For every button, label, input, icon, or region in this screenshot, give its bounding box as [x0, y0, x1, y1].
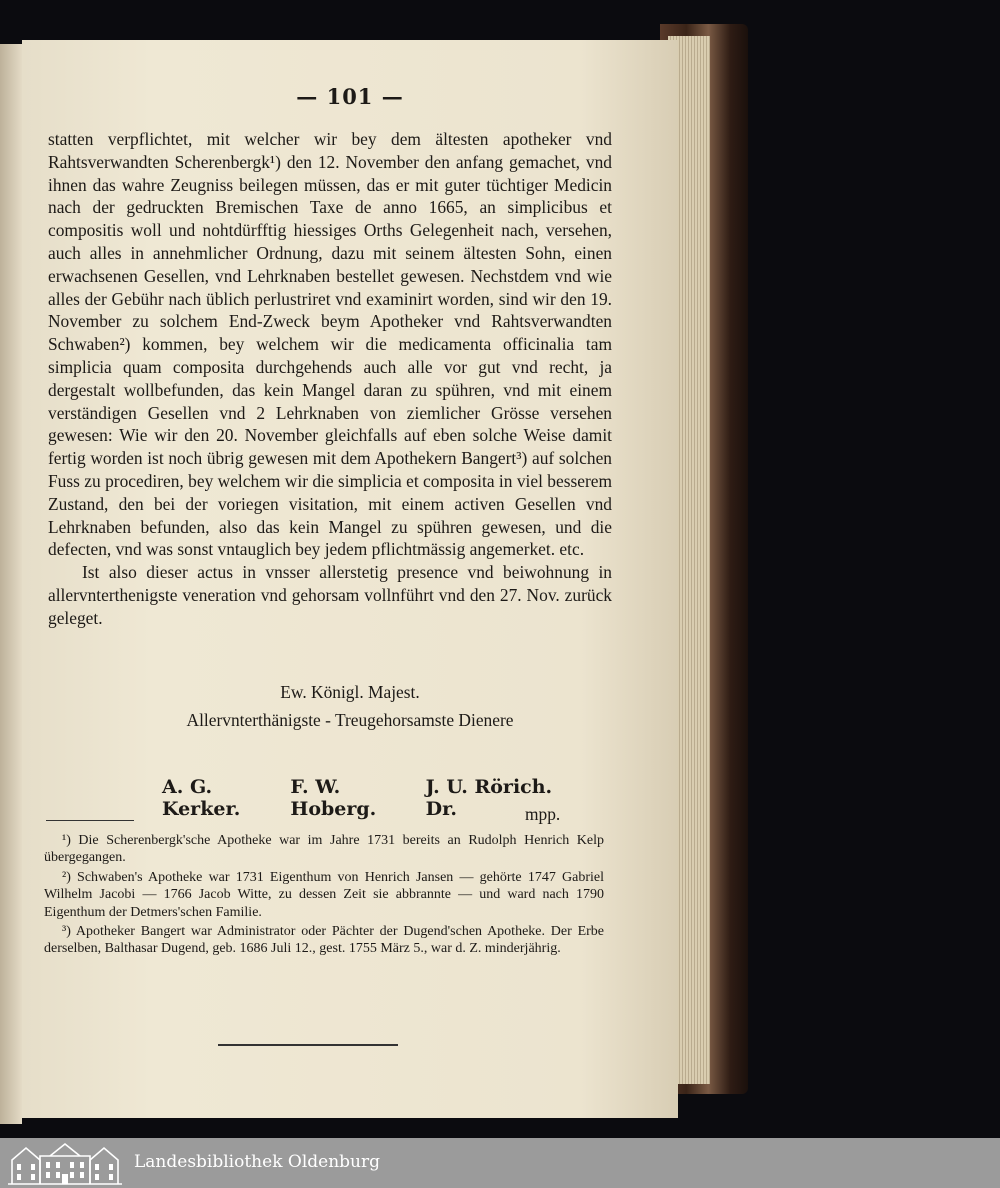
left-page-edge: [0, 44, 22, 1124]
signatures: [162, 776, 582, 820]
salutation: Ew. Königl. Majest.: [280, 682, 420, 702]
mpp-mark: mpp.: [525, 804, 561, 824]
page-number: — 101 —: [296, 84, 404, 109]
signature-roerich: J. U. Rörich. Dr.: [425, 776, 553, 820]
page-body: [48, 128, 612, 630]
library-footer-bar: [0, 1138, 1000, 1188]
footnotes: [44, 832, 604, 960]
paragraph-closing: Ist also dieser actus in vnsser allerstetig presence vnd beiwohnung in allervnterthenigste veneration vnd gehorsam vollnführt vnd den 27. Nov. zurück geleget.: [48, 562, 612, 628]
paragraph-main: statten verpflichtet, mit welcher wir bey dem ältesten apotheker vnd Rahtsverwandten Scherenbergk¹) den 12. November den anfang gemachet, vnd ihnen das wahre Zeugniss beilegen müssen, das er mit guter tüchtiger Medicin nach der gedruckten Bremischen Taxe de anno 1665, an simplicibus et compositis woll und nohtdürfftig hiessiges Orths Gelegenheit nach, versehen, auch alles in annehmlicher Ordnung, dazu mit seinem ältesten Sohn, einen erwachsenen Gesellen, vnd Lehrknaben bestellet gewesen. Nechstdem vnd wie alles der Gebühr nach üblich perlustriret vnd examinirt worden, sind wir den 19. November zu solchem End-Zweck beym Apotheker vnd Rahtsverwandten Schwaben²) kommen, bey welchem wir die medicamenta officinalia tam simplicia quam composita durchgehends auch alle vor gut vnd recht, ja dergestalt wollbefunden, das kein Mangel daran zu spühren, vnd mit einem verständigen Gesellen vnd 2 Lehrknaben von ziemlicher Grösse versehen gewesen: Wie wir den 20. November gleichfalls auf eben solche Weise damit fertig worden ist noch übrig gewesen mit dem Apothekern Bangert³) auf solchen Fuss zu procediren, bey welchem wir die simplicia et composita in viel besserem Zustand, den bei der voriegen visitation, mit einem activen Gesellen vnd Lehrknaben befunden, also das kein Mangel zu spühren gewesen, und die defecten, vnd was sonst vntauglich bey jedem pflichtmässig angemerket. etc.: [48, 129, 612, 560]
salutation-subscript: Allervnterthänigste - Treugehorsamste Dienere: [186, 710, 514, 730]
signature-hoberg: F. W. Hoberg.: [290, 776, 377, 820]
library-name: Landesbibliothek Oldenburg: [134, 1152, 381, 1172]
end-rule: [218, 1044, 398, 1046]
signature-kerker: A. G. Kerker.: [162, 776, 241, 820]
footnote-1: ¹) Die Scherenbergk'sche Apotheke war im Jahre 1731 bereits an Rudolph Henrich Kelp übergegangen.: [44, 833, 604, 866]
book-page: [22, 40, 678, 1118]
footnote-2: ²) Schwaben's Apotheke war 1731 Eigenthum von Henrich Jansen — gehörte 1747 Gabriel Wilhelm Jacobi — 1766 Jacob Witte, zu dessen Zeit sie abbrannte — und ward nach 1790 Eigenthum der Detmers'schen Familie.: [44, 869, 604, 920]
footnote-divider: [46, 820, 134, 821]
library-building-icon: [6, 1140, 124, 1186]
footnote-3: ³) Apotheker Bangert war Administrator oder Pächter der Dugend'schen Apotheke. Der Erbe derselben, Balthasar Dugend, geb. 1686 Juli 12., gest. 1755 März 5., war d. Z. minderjährig.: [44, 924, 604, 957]
